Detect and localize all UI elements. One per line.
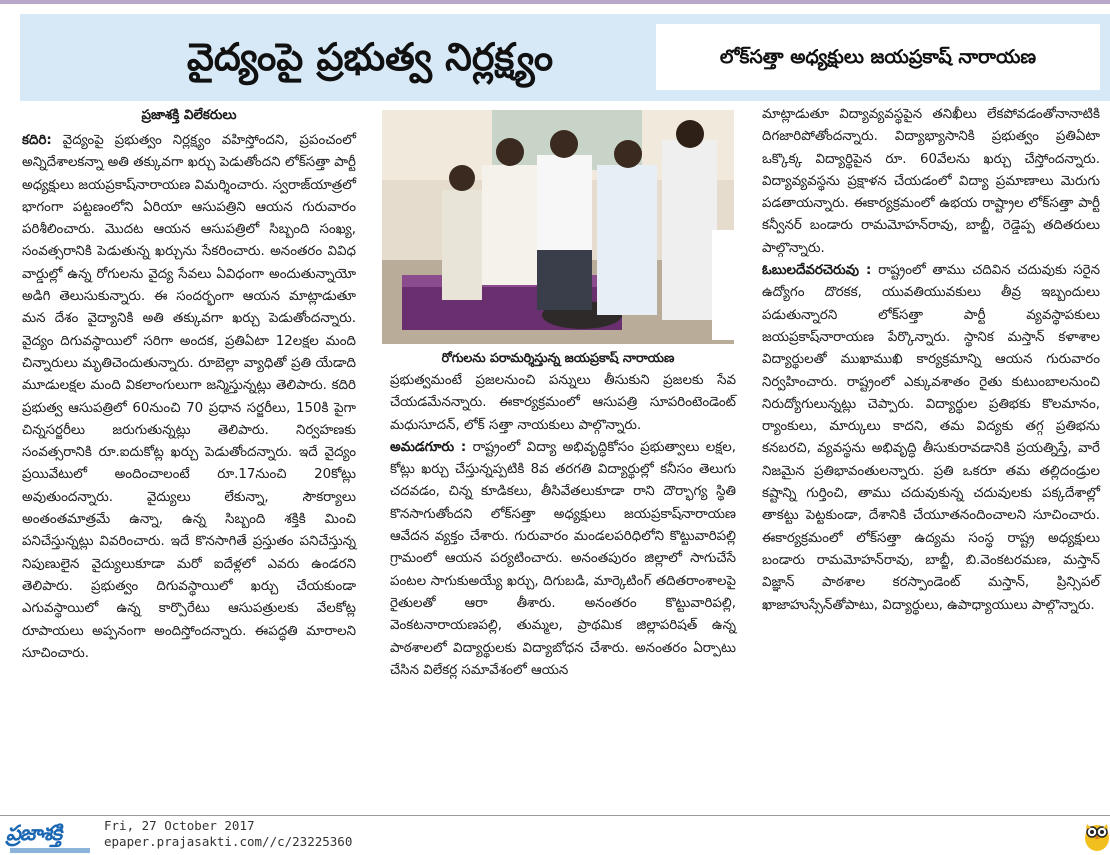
article-column-1: [22, 104, 356, 665]
paragraph-amadaguru-continued: మాట్లాడుతూ విద్యావ్యవస్థపైన తనిఖీలు లేకపోవడంతోనానాటికి దిగజారిపోతోందన్నారు. విద్యాభ్యాసానికి ప్రభుత్వం ప్రతిఏటా ఒక్కొక్క విద్యార్థిపైన రూ. 60వేలను ఖర్చు చేస్తోందన్నారు. విద్యావ్యవస్థను ప్రక్షాళన చేయడంలో విద్యా ప్రమాణాలు మెరుగు పడతాయన్నారు. ఈకార్యక్రమంలో ఉభయ రాష్ట్రాల లోక్‌సత్తా పార్టీ కన్వీనర్ బండారు రామమోహన్‌రావు, బాబ్జీ, రెడ్డెప్ప తదితరులు పాల్గొన్నారు.: [762, 107, 1100, 256]
paragraph-kadiri: [22, 130, 356, 665]
photo-caption: రోగులను పరామర్శిస్తున్న జయప్రకాష్ నారాయణ: [441, 350, 675, 365]
article-column-2: [390, 370, 736, 682]
publication-date: Fri, 27 October 2017: [104, 818, 255, 833]
article-column-3: [762, 104, 1100, 617]
prajasakti-logo: ప్రజాశక్తి: [6, 821, 62, 845]
top-rule: [0, 0, 1110, 4]
hospital-ward-photo: [382, 110, 734, 344]
article-photo: [382, 110, 734, 344]
paragraph-kadiri-continued: ప్రభుత్వమంటే ప్రజలనుంచి పన్నులు తీసుకుని ప్రజలకు సేవ చేయడమేనన్నారు. ఈకార్యక్రమంలో ఆసుపత్రి సూపరింటెండెంట్ మధుసూదన్, లోక్ సత్తా నాయకులు పాల్గొన్నారు.: [390, 373, 736, 433]
epaper-url[interactable]: epaper.prajasakti.com//c/23225360: [104, 834, 353, 849]
dateline-obuladevaracheruvu: ఓబులదేవరచెరువు :: [762, 263, 872, 279]
dateline-kadiri: కదిరి:: [22, 133, 52, 148]
logo-tagline-bar: [10, 848, 90, 853]
paragraph-kadiri-text: వైద్యంపై ప్రభుత్వం నిర్లక్ష్యం వహిస్తోందని, ప్రపంచంలో అన్నిదేశాలకన్నా అతి తక్కువగా ఖర్చు పెడుతోందని లోక్‌సత్తా పార్టీ అధ్యక్షులు జయప్రకాష్‌నారాయణ విమర్శించారు. స్వరాజ్‌యాత్రలో భాగంగా పట్టణంలోని ఏరియా ఆసుపత్రిని ఆయన గురువారం పరిశీలించారు. మొదట ఆయన ఆసుపత్రిలో సిబ్బంది సంఖ్య, సంవత్సరానికి పెడుతున్న ఖర్చును సేకరించారు. అనంతరం వివిధ వార్డుల్లో ఉన్న రోగులను వైద్య సేవలు ఏవిధంగా అందుతున్నాయో అడిగి తెలుసుకున్నారు. ఈ సందర్భంగా ఆయన మాట్లాడుతూ మన దేశం వైద్యానికి అతి తక్కువగా ఖర్చు పెడుతోందన్నారు. వైద్యం దిగువస్థాయిలో సరిగా అందక, ప్రతిఏటా 12లక్షల మంది చిన్నారులు మృతిచెందుతున్నారు. రూబెల్లా వ్యాధితో ప్రతి యేడాది మూడులక్షల మంది వికలాంగులుగా జన్మిస్తున్నట్లు తెలిపారు. కదిరి ప్రభుత్వ ఆసుపత్రిలో 60నుంచి 70 ప్రధాన సర్జరీలు, 150కి పైగా చిన్నసర్జరీలు జరుగుతున్నట్లు తెలిపారు. నిర్వహణకు సంవత్సరానికి రూ.ఐదుకోట్ల ఖర్చు పెడుతోందన్నారు. ఇదే వైద్యం ప్రయివేటులో అందించాలంటే రూ.17నుంచి 20కోట్లు అవుతుందన్నారు. వైద్యులు లేకున్నా, సౌకర్యాలు అంతంతమాత్రమే ఉన్నా, ఉన్న సిబ్బంది శక్తికి మించి పనిచేస్తున్నట్లు వివరించారు. ఇదే కొనసాగితే ప్రస్తుతం పనిచేస్తున్న నిపుణులైన వైద్యులుకూడా మరో ఐదేళ్లలో ఎవరు ఉండరని తెలిపారు. ప్రభుత్వం దిగువస్థాయిలో ఖర్చు చేయకుండా ఎగువస్థాయిలో ఉన్న కార్పొరేటు ఆసుపత్రులకు వేలకోట్ల రూపాయలు అప్పనంగా అందిస్తోందన్నారు. ఈపద్ధతి మారాలని సూచించారు.: [22, 133, 356, 661]
headline-band: [20, 14, 1110, 101]
paragraph-obuladevaracheruvu-text: రాష్ట్రంలో తాము చదివిన చదువుకు సరైన ఉద్యోగం దొరకక, యువతియువకులు తీవ్ర ఇబ్బందులు పడుతున్నారని లోక్‌సత్తా పార్టీ వ్యవస్థాపకులు జయప్రకాష్‌నారాయణ పేర్కొన్నారు. స్థానిక మస్తాన్ కళాశాల విద్యార్థులతో ముఖాముఖి కార్యక్రమాన్ని ఆయన గురువారం నిర్వహించారు. రాష్ట్రంలో ఎక్కువశాతం రైతు కుటుంబాలనుంచి నిరుద్యోగులున్నట్లు చెప్పారు. విద్యార్థుల ప్రతిభకు కొలమానం, ర్యాంకులు, మార్కులు కాదని, తమ విద్యకు తగ్గ ప్రతిభను కనబరచి, వ్యవస్థను అభివృద్ధి తీసుకురావడానికి ప్రయత్నిస్తే, వారే నిజమైన ప్రతిభావంతులన్నారు. ప్రతి ఒకరూ తమ తల్లిదండ్రుల కష్టాన్ని గుర్తించి, తాము చదువుకున్న చదువులకు పక్కదేశాల్లో తాకట్టు పెట్టకుండా, దేశానికి చేయూతనందించాలని సూచించారు. ఈకార్యక్రమంలో లోక్‌సత్తా ఉద్యమ సంస్థ రాష్ట్ర అధ్యక్షులు బండారు రామమోహన్‌రావు, బాబ్జీ, బి.వెంకటరమణ, మస్తాన్ విజ్ఞాన్ పాఠశాల కరస్పాండెంట్ మస్తాన్, ప్రిన్సిపల్ ఖాజాహుస్సేన్‌తోపాటు, విద్యార్థులు, ఉపాధ్యాయులు పాల్గొన్నారు.: [762, 263, 1100, 613]
article-subheadline: లోక్‌సత్తా అధ్యక్షులు జయప్రకాష్ నారాయణ: [656, 24, 1100, 90]
byline: ప్రజాశక్తి విలేకరులు: [141, 108, 237, 123]
paragraph-amadaguru: [390, 437, 736, 682]
owl-mascot-icon: [1084, 816, 1110, 852]
paragraph-obuladevaracheruvu: [762, 260, 1100, 617]
paragraph-amadaguru-text: రాష్ట్రంలో విద్యా అభివృద్ధికోసం ప్రభుత్వాలు లక్షల, కోట్లు ఖర్చు చేస్తున్నప్పటికి 8వ తరగతి విద్యార్థుల్లో కనీసం తెలుగు చదవడం, చిన్న కూడికలు, తీసివేతలుకూడా రాని దౌర్భాగ్య స్థితి కొనసాగుతోందని లోక్‌సత్తా అధ్యక్షులు జయప్రకాష్‌నారాయణ ఆవేదన వ్యక్తం చేశారు. గురువారం మండలపరిధిలోని కొట్టువారిపల్లి గ్రామంలో ఆయన పర్యటించారు. అనంతపురం జిల్లాలో సాగుచేసే పంటల సాగుకుఅయ్యే ఖర్చు, దిగుబడి, మార్కెటింగ్ తదితరాంశాలపై రైతులతో ఆరా తీశారు. అనంతరం కొట్టువారిపల్లి, వెంకటనారాయణపల్లి, తుమ్మల, ప్రాథమిక జిల్లాపరిషత్ ఉన్న పాఠశాలలో విద్యార్థులకు విద్యాబోధన చేశారు. అనంతరం ఏర్పాటు చేసిన విలేకర్ల సమావేశంలో ఆయన: [390, 439, 736, 678]
dateline-amadaguru: అమడగూరు :: [390, 439, 467, 455]
article-headline: వైద్యంపై ప్రభుత్వ నిర్లక్ష్యం: [186, 35, 554, 79]
footer-rule: [0, 815, 1110, 816]
